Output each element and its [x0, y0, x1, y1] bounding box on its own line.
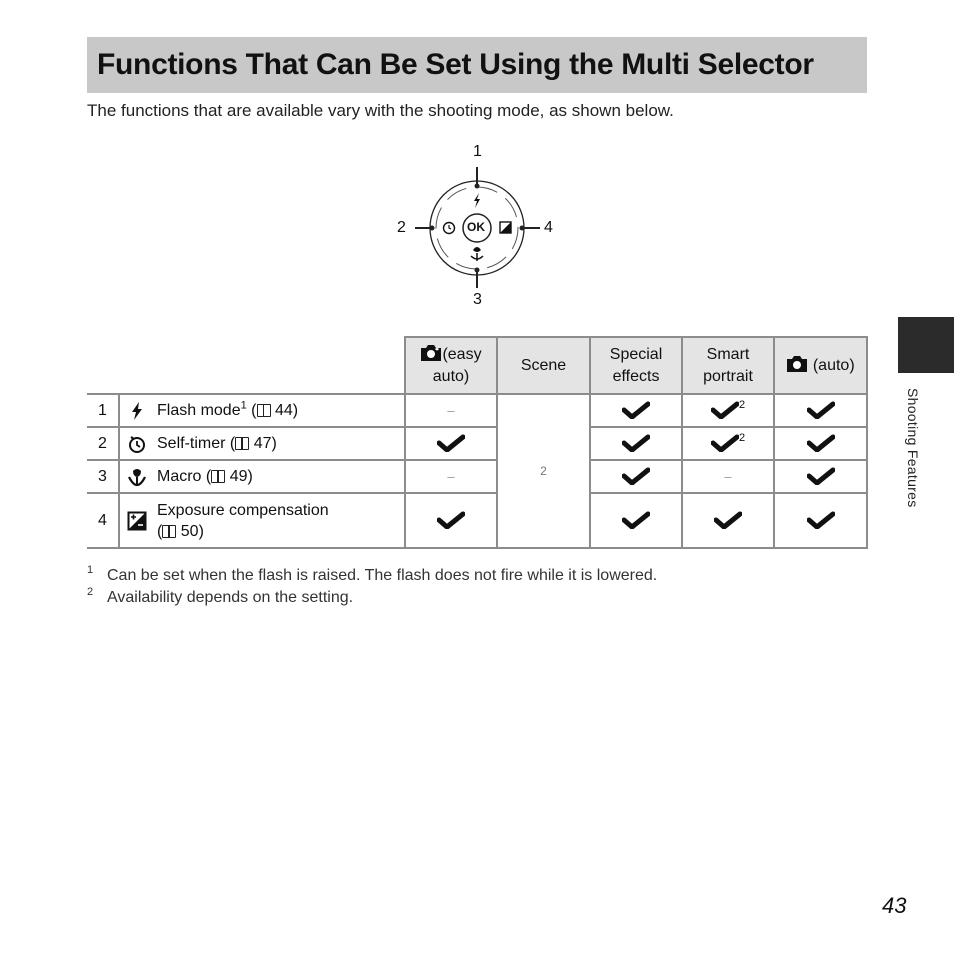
table-row [87, 427, 867, 460]
check-icon [437, 434, 465, 452]
cell-easy-auto [405, 493, 497, 548]
cell-special-effects [590, 394, 682, 427]
cell-auto [774, 427, 867, 460]
diagram-label-2: 2 [397, 219, 406, 236]
cell-special-effects [590, 460, 682, 493]
check-icon [622, 401, 650, 419]
check-icon [622, 467, 650, 485]
check-icon [807, 401, 835, 419]
cell-auto [774, 460, 867, 493]
footnote-2: 2 Availability depends on the setting. [87, 586, 354, 606]
check-icon [807, 434, 835, 452]
diagram-label-3: 3 [473, 291, 482, 308]
self-timer-icon [119, 427, 153, 460]
cell-scene: 2 [497, 394, 590, 548]
check-icon [711, 401, 739, 419]
table-row [87, 394, 867, 427]
check-icon [437, 511, 465, 529]
function-flash-mode: Flash mode$^1$ ( 44) [153, 394, 405, 427]
check-icon [622, 434, 650, 452]
header-scene: Scene [497, 337, 590, 394]
page-title: Functions That Can Be Set Using the Multi Selector [97, 48, 814, 81]
cell-smart-portrait: – [682, 460, 774, 493]
cell-easy-auto [405, 427, 497, 460]
exposure-compensation-icon [119, 493, 153, 548]
check-icon [807, 467, 835, 485]
header-auto: (auto) [774, 337, 867, 394]
chapter-tab-label: Shooting Features [905, 388, 921, 508]
check-icon [807, 511, 835, 529]
title-bar [87, 37, 867, 93]
check-icon [714, 511, 742, 529]
footnotes [87, 565, 657, 609]
book-reference-icon [162, 525, 176, 538]
header-easy-auto: (easy auto) [405, 337, 497, 394]
cell-smart-portrait: 2 [682, 394, 774, 427]
function-macro: Macro ( 49) [153, 460, 405, 493]
diagram-label-1: 1 [473, 143, 482, 160]
cell-smart-portrait: 2 [682, 427, 774, 460]
cell-special-effects [590, 427, 682, 460]
book-reference-icon [257, 404, 271, 417]
macro-icon [119, 460, 153, 493]
cell-special-effects [590, 493, 682, 548]
table-row [87, 493, 867, 548]
chapter-tab [898, 317, 954, 373]
flash-icon [119, 394, 153, 427]
diagram-label-4: 4 [544, 219, 553, 236]
header-smart-portrait: Smart portrait [682, 337, 774, 394]
row-number: 4 [87, 493, 119, 548]
page-number: 43 [882, 893, 907, 918]
table-row [87, 460, 867, 493]
book-reference-icon [235, 437, 249, 450]
intro-text: The functions that are available vary with the shooting mode, as shown below. [87, 101, 674, 120]
check-icon [711, 434, 739, 452]
footnote-1: 1 Can be set when the flash is raised. The flash does not fire while it is lowered. [87, 564, 658, 584]
row-number: 2 [87, 427, 119, 460]
cell-easy-auto: – [405, 460, 497, 493]
ok-button-label: OK [467, 220, 485, 234]
cell-easy-auto: – [405, 394, 497, 427]
book-reference-icon [211, 470, 225, 483]
cell-auto [774, 493, 867, 548]
table-header-row [87, 337, 867, 394]
function-table [87, 336, 868, 549]
row-number: 3 [87, 460, 119, 493]
check-icon [622, 511, 650, 529]
easy-auto-camera-icon [420, 344, 442, 362]
function-exposure-compensation: Exposure compensation ( 50) [153, 493, 405, 548]
header-special-effects: Special effects [590, 337, 682, 394]
auto-camera-icon [786, 355, 808, 373]
multi-selector-diagram [385, 138, 570, 313]
cell-smart-portrait [682, 493, 774, 548]
function-self-timer: Self-timer ( 47) [153, 427, 405, 460]
row-number: 1 [87, 394, 119, 427]
cell-auto [774, 394, 867, 427]
